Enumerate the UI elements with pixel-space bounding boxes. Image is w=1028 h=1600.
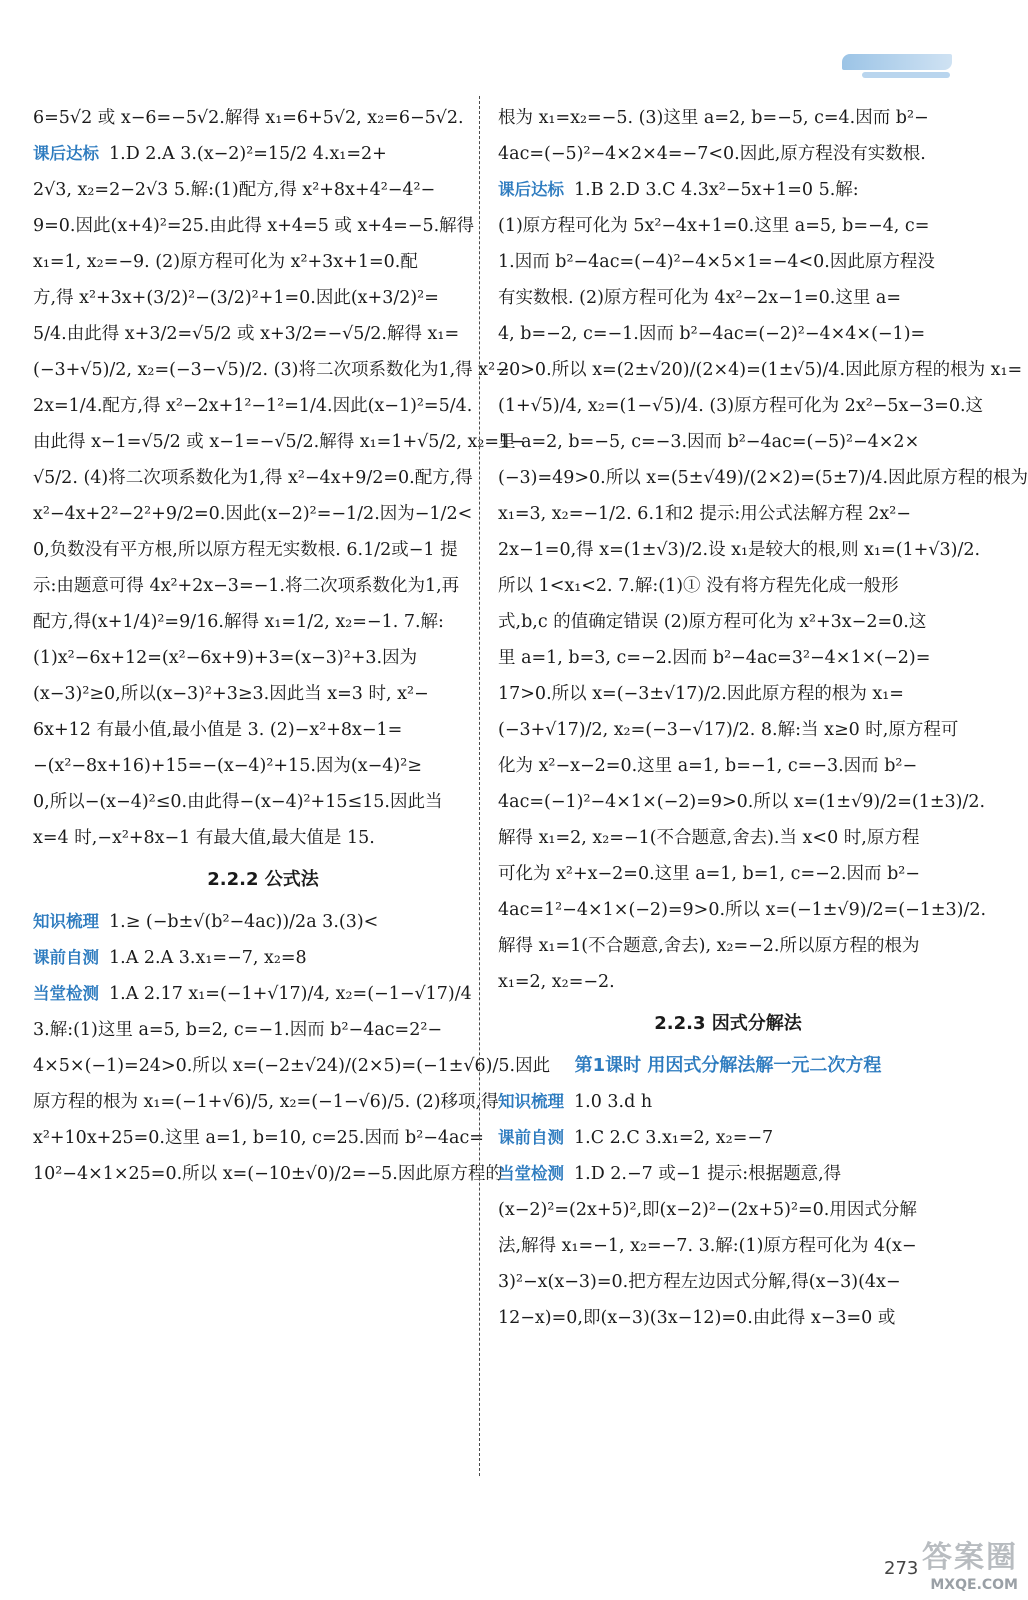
header-decoration-stripe: [862, 72, 950, 78]
text-line: 4, b=−2, c=−1.因而 b²−4ac=(−2)²−4×4×(−1)=: [498, 324, 926, 344]
text-line: 4ac=(−1)²−4×1×(−2)=9>0.所以 x=(1±√9)/2=(1±3)/2.: [498, 792, 986, 812]
exercise-tag: 当堂检测: [498, 1164, 564, 1183]
text-line: 解得 x₁=2, x₂=−1(不合题意,舍去).当 x<0 时,原方程: [498, 828, 920, 848]
text-line: 2√3, x₂=2−2√3 5.解:(1)配方,得 x²+8x+4²−4²−: [33, 180, 436, 200]
text-line: (1+√5)/4, x₂=(1−√5)/4. (3)原方程可化为 2x²−5x−3=0.这: [498, 396, 984, 416]
text-line: 由此得 x−1=√5/2 或 x−1=−√5/2.解得 x₁=1+√5/2, x₂=1−: [33, 432, 525, 452]
text-line: 有实数根. (2)原方程可化为 4x²−2x−1=0.这里 a=: [498, 288, 901, 308]
watermark-url: MXQE.COM: [930, 1577, 1018, 1593]
exercise-answers: 1.0 3.d h: [574, 1092, 653, 1112]
text-line: 4ac=(−5)²−4×2×4=−7<0.因此,原方程没有实数根.: [498, 144, 926, 164]
text-line: 3)²−x(x−3)=0.把方程左边因式分解,得(x−3)(4x−: [498, 1272, 901, 1292]
section-heading: 2.2.2 公式法: [207, 869, 319, 890]
text-line: 4ac=1²−4×1×(−2)=9>0.所以 x=(−1±√9)/2=(−1±3)/2.: [498, 900, 987, 920]
exercise-line: [498, 1084, 958, 1120]
exercise-line: [33, 136, 493, 172]
exercise-tag: 知识梳理: [33, 912, 99, 931]
exercise-answers: 1.D 2.A 3.(x−2)²=15/2 4.x₁=2+: [109, 144, 387, 164]
text-line: 6=5√2 或 x−6=−5√2.解得 x₁=6+5√2, x₂=6−5√2.: [33, 108, 464, 128]
watermark-logo: [900, 1540, 1018, 1596]
text-line: x²+10x+25=0.这里 a=1, b=10, c=25.因而 b²−4ac=: [33, 1128, 484, 1148]
text-line: 2x−1=0,得 x=(1±√3)/2.设 x₁是较大的根,则 x₁=(1+√3)/2.: [498, 540, 981, 560]
text-line: 可化为 x²+x−2=0.这里 a=1, b=1, c=−2.因而 b²−: [498, 864, 920, 884]
exercise-tag: 课后达标: [498, 180, 564, 199]
exercise-line: [498, 172, 958, 208]
exercise-tag: 课前自测: [33, 948, 99, 967]
text-line: 配方,得(x+1/4)²=9/16.解得 x₁=1/2, x₂=−1. 7.解:: [33, 612, 444, 632]
text-line: (−3)=49>0.所以 x=(5±√49)/(2×2)=(5±7)/4.因此原方程的根为: [498, 468, 1028, 488]
text-line: (−3+√17)/2, x₂=(−3−√17)/2. 8.解:当 x≥0 时,原方程可: [498, 720, 959, 740]
text-line: 6x+12 有最小值,最小值是 3. (2)−x²+8x−1=: [33, 720, 403, 740]
text-line: 所以 1<x₁<2. 7.解:(1)① 没有将方程先化成一般形: [498, 576, 899, 596]
exercise-answers: 1.B 2.D 3.C 4.3x²−5x+1=0 5.解:: [574, 180, 859, 200]
text-line: x²−4x+2²−2²+9/2=0.因此(x−2)²=−1/2.因为−1/2<: [33, 504, 473, 524]
text-line: (x−3)²≥0,所以(x−3)²+3≥3.因此当 x=3 时, x²−: [33, 684, 429, 704]
text-line: 根为 x₁=x₂=−5. (3)这里 a=2, b=−5, c=4.因而 b²−: [498, 108, 929, 128]
exercise-answers: 1.D 2.−7 或−1 提示:根据题意,得: [574, 1164, 842, 1184]
text-line: 里 a=2, b=−5, c=−3.因而 b²−4ac=(−5)²−4×2×: [498, 432, 920, 452]
right-column: [498, 100, 1028, 1336]
text-line: √5/2. (4)将二次项系数化为1,得 x²−4x+9/2=0.配方,得: [33, 468, 473, 488]
exercise-answers: 1.A 2.A 3.x₁=−7, x₂=8: [109, 948, 307, 968]
exercise-line: [33, 976, 493, 1012]
text-line: 5/4.由此得 x+3/2=√5/2 或 x+3/2=−√5/2.解得 x₁=: [33, 324, 460, 344]
section-heading: 2.2.3 因式分解法: [654, 1013, 802, 1034]
exercise-tag: 知识梳理: [498, 1092, 564, 1111]
text-line: (1)x²−6x+12=(x²−6x+9)+3=(x−3)²+3.因为: [33, 648, 418, 668]
exercise-tag: 课后达标: [33, 144, 99, 163]
text-line: 17>0.所以 x=(−3±√17)/2.因此原方程的根为 x₁=: [498, 684, 904, 704]
text-line: 解得 x₁=1(不合题意,舍去), x₂=−2.所以原方程的根为: [498, 936, 920, 956]
text-line: 20>0.所以 x=(2±√20)/(2×4)=(1±√5)/4.因此原方程的根为 x₁=: [498, 360, 1023, 380]
text-line: (1)原方程可化为 5x²−4x+1=0.这里 a=5, b=−4, c=: [498, 216, 930, 236]
exercise-answers: 1.A 2.17 x₁=(−1+√17)/4, x₂=(−1−√17)/4: [109, 984, 472, 1004]
exercise-line: [33, 904, 493, 940]
exercise-answers: 1.C 2.C 3.x₁=2, x₂=−7: [574, 1128, 774, 1148]
text-line: (−3+√5)/2, x₂=(−3−√5)/2. (3)将二次项系数化为1,得 x²−: [33, 360, 510, 380]
exercise-answers: 1.≥ (−b±√(b²−4ac))/2a 3.(3)<: [109, 912, 379, 932]
column-divider: [479, 96, 480, 1476]
exercise-tag: 当堂检测: [33, 984, 99, 1003]
exercise-line: [33, 940, 493, 976]
text-line: 里 a=1, b=3, c=−2.因而 b²−4ac=3²−4×1×(−2)=: [498, 648, 931, 668]
text-line: 法,解得 x₁=−1, x₂=−7. 3.解:(1)原方程可化为 4(x−: [498, 1236, 917, 1256]
text-line: x₁=2, x₂=−2.: [498, 972, 615, 992]
text-line: 0,所以−(x−4)²≤0.由此得−(x−4)²+15≤15.因此当: [33, 792, 443, 812]
text-line: 原方程的根为 x₁=(−1+√6)/5, x₂=(−1−√6)/5. (2)移项,得: [33, 1092, 499, 1112]
text-line: 9=0.因此(x+4)²=25.由此得 x+4=5 或 x+4=−5.解得: [33, 216, 475, 236]
text-line: 1.因而 b²−4ac=(−4)²−4×5×1=−4<0.因此原方程没: [498, 252, 935, 272]
text-line: (x−2)²=(2x+5)²,即(x−2)²−(2x+5)²=0.用因式分解: [498, 1200, 917, 1220]
text-line: x₁=3, x₂=−1/2. 6.1和2 提示:用公式法解方程 2x²−: [498, 504, 911, 524]
text-line: 10²−4×1×25=0.所以 x=(−10±√0)/2=−5.因此原方程的: [33, 1164, 503, 1184]
text-line: x=4 时,−x²+8x−1 有最大值,最大值是 15.: [33, 828, 375, 848]
header-decoration: [842, 54, 952, 70]
text-line: −(x²−8x+16)+15=−(x−4)²+15.因为(x−4)²≥: [33, 756, 422, 776]
text-line: 4×5×(−1)=24>0.所以 x=(−2±√24)/(2×5)=(−1±√6)/5.因此: [33, 1056, 551, 1076]
text-line: 2x=1/4.配方,得 x²−2x+1²−1²=1/4.因此(x−1)²=5/4.: [33, 396, 473, 416]
watermark-text: 答案圈: [922, 1540, 1018, 1575]
exercise-line: [498, 1120, 958, 1156]
text-line: 示:由题意可得 4x²+2x−3=−1.将二次项系数化为1,再: [33, 576, 460, 596]
text-line: 3.解:(1)这里 a=5, b=2, c=−1.因而 b²−4ac=2²−: [33, 1020, 443, 1040]
text-line: 0,负数没有平方根,所以原方程无实数根. 6.1/2或−1 提: [33, 540, 458, 560]
text-line: 方,得 x²+3x+(3/2)²−(3/2)²+1=0.因此(x+3/2)²=: [33, 288, 439, 308]
text-line: 式,b,c 的值确定错误 (2)原方程可化为 x²+3x−2=0.这: [498, 612, 927, 632]
exercise-tag: 课前自测: [498, 1128, 564, 1147]
page-number: 273: [884, 1558, 919, 1579]
text-line: x₁=1, x₂=−9. (2)原方程可化为 x²+3x+1=0.配: [33, 252, 418, 272]
subsection-heading: 第1课时 用因式分解法解一元二次方程: [574, 1055, 882, 1076]
text-line: 化为 x²−x−2=0.这里 a=1, b=−1, c=−3.因而 b²−: [498, 756, 918, 776]
text-line: 12−x)=0,即(x−3)(3x−12)=0.由此得 x−3=0 或: [498, 1308, 896, 1328]
exercise-line: [498, 1156, 958, 1192]
left-column: [33, 100, 551, 1192]
